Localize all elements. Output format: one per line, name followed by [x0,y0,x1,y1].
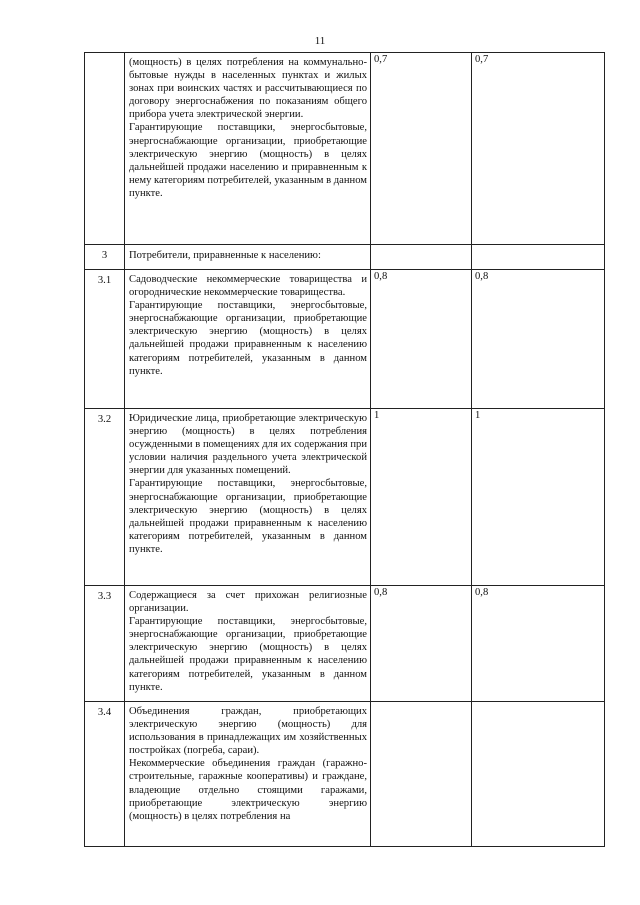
row-description-cell [125,53,371,245]
page-number: 11 [314,35,326,47]
coefficient-cell-1 [371,53,472,245]
row-number [85,53,125,245]
table-row [85,245,605,270]
coefficient-cell-2 [472,702,605,847]
table-row [85,53,605,245]
row-number: 3.3 [85,586,125,702]
coefficient-value-2: 0,8 [475,271,489,282]
coefficient-cell-2 [472,409,605,586]
row-number: 3.2 [85,409,125,586]
table-row [85,702,605,847]
row-description: Юридические лица, приобретающие электрическую энергию (мощность) в целях потребления осужденными в помещениях для их содержания при условии наличия раздельного учета электрической энергии для указанных помещений. Гарантирующие поставщики, энергосбытовые, энергоснабжающие организации, приобретающие электрическую энергию (мощность) в целях дальнейшей продажи приравненным к населению категориям потребителей, указанным в данном пункте. [129,413,367,555]
coefficient-cell-2 [472,53,605,245]
table-row [85,586,605,702]
coefficient-value-2 [472,245,604,248]
row-number: 3 [85,245,125,270]
row-description-cell [125,245,371,270]
table-row [85,270,605,409]
coefficient-cell-1 [371,270,472,409]
coefficient-value-1: 0,7 [374,54,388,65]
table-row [85,409,605,586]
row-description-cell [125,702,371,847]
row-number: 3.1 [85,270,125,409]
coefficient-cell-2 [472,245,605,270]
coefficient-cell-1 [371,245,472,270]
row-description: (мощность) в целях потребления на коммунально-бытовые нужды в населенных пунктах и жилых зонах при воинских частях и рассчитывающиеся по договору энергоснабжения по показаниям общего прибора учета электрической энергии. Гарантирующие поставщики, энергосбытовые, энергоснабжающие организации, приобретающие электрическую энергию (мощность) в целях дальнейшей продажи населению и приравненным к нему категориям потребителей, указанным в данном пункте. [129,57,367,199]
row-description: Объединения граждан, приобретающих электрическую энергию (мощность) для использования в принадлежащих им хозяйственных постройках (погреба, сараи). Некоммерческие объединения граждан (гаражно-строительные, гаражные кооперативы) и граждане, владеющие отдельно стоящими гаражами, приобретающие электрическую энергию (мощность) в целях потребления на [129,706,367,822]
coefficient-value-1: 0,8 [374,271,388,282]
coefficient-value-1: 1 [374,410,380,421]
coefficient-value-2: 0,8 [475,587,489,598]
coefficient-cell-2 [472,586,605,702]
coefficient-cell-1 [371,409,472,586]
coefficient-value-2 [472,702,604,705]
coefficient-cell-1 [371,586,472,702]
coefficient-cell-1 [371,702,472,847]
coefficient-value-1 [371,702,471,705]
tariff-table [84,52,605,847]
coefficient-cell-2 [472,270,605,409]
coefficient-value-2: 1 [475,410,481,421]
row-description: Потребители, приравненные к населению: [129,250,321,261]
row-description-cell [125,409,371,586]
row-description-cell [125,270,371,409]
row-description: Содержащиеся за счет прихожан религиозные организации. Гарантирующие поставщики, энергосбытовые, энергоснабжающие организации, приобретающие электрическую энергию (мощность) в целях дальнейшей продажи приравненным к населению категориям потребителей, указанным в данном пункте. [129,590,367,693]
coefficient-value-1 [371,245,471,248]
row-description: Садоводческие некоммерческие товарищества и огороднические некоммерческие товарищества. Гарантирующие поставщики, энергосбытовые, энергоснабжающие организации, приобретающие электрическую энергию (мощность) в целях дальнейшей продажи приравненным к населению категориям потребителей, указанным в данном пункте. [129,274,367,377]
coefficient-value-2: 0,7 [475,54,489,65]
row-description-cell [125,586,371,702]
coefficient-value-1: 0,8 [374,587,388,598]
row-number: 3.4 [85,702,125,847]
